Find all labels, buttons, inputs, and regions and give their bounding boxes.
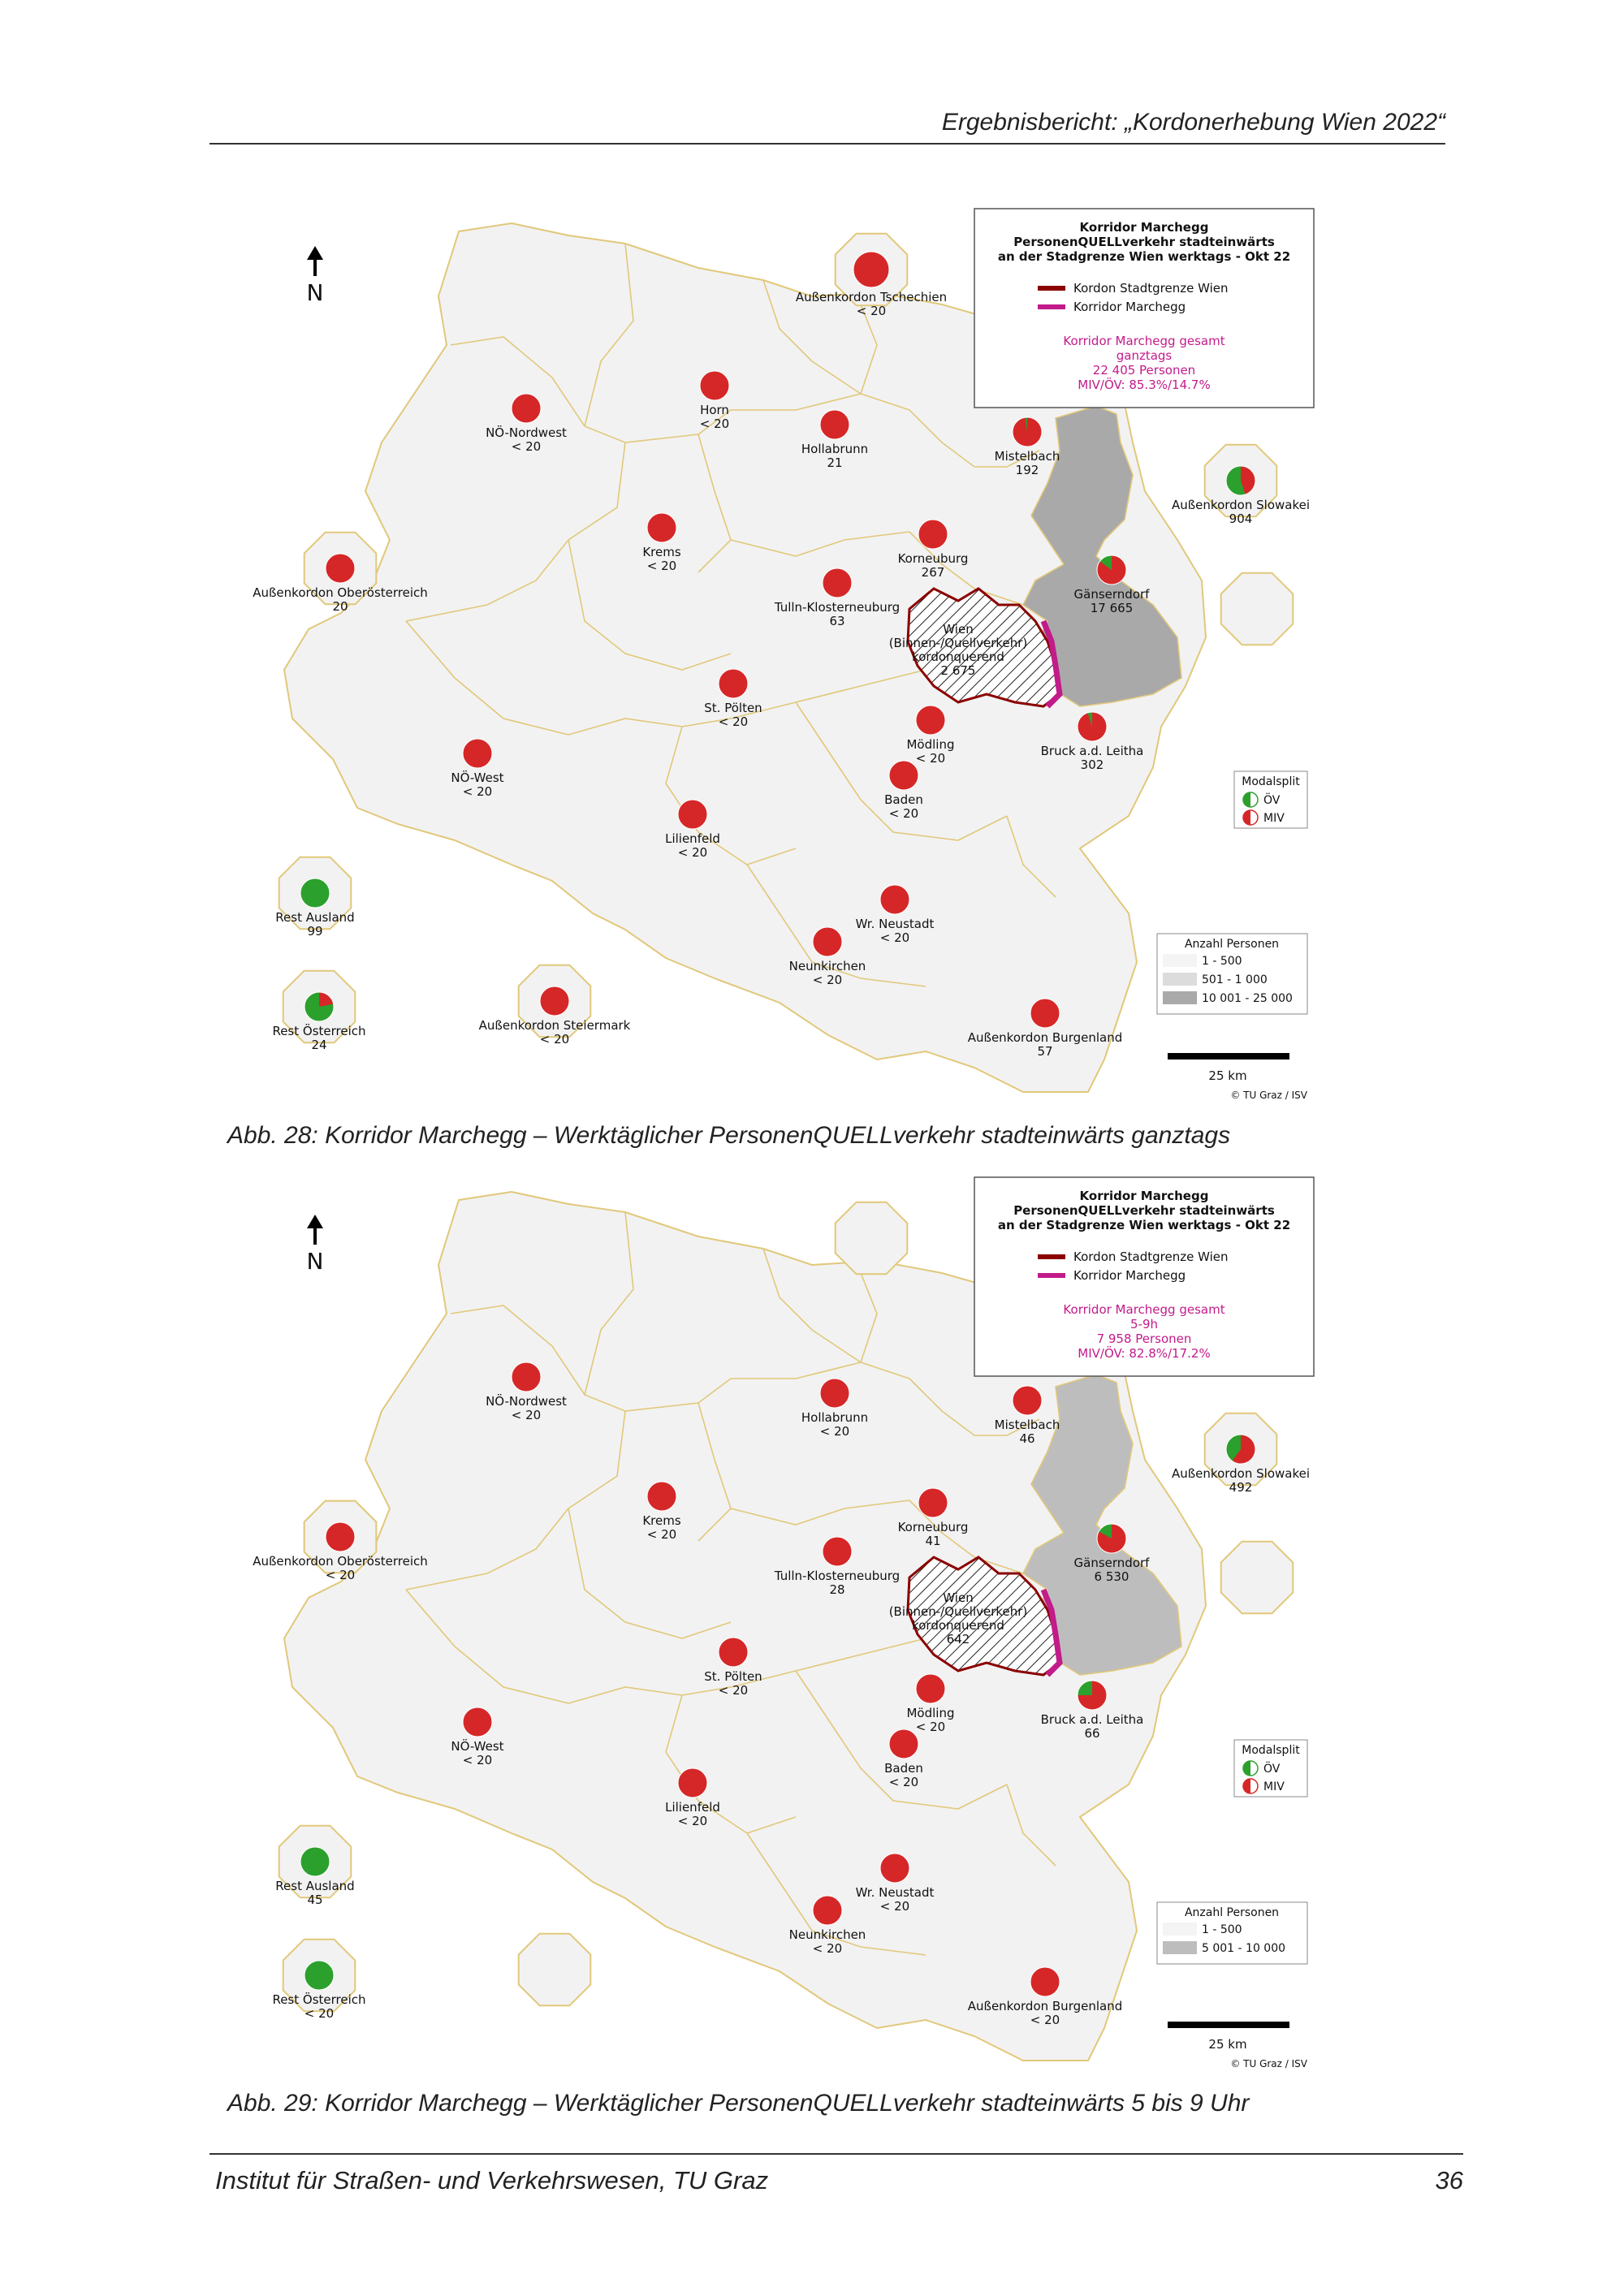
node-name-label: NÖ-West [451,1739,504,1754]
north-label: N [306,1248,324,1275]
node-name-label: Tulln-Klosterneuburg [774,600,901,615]
node-name-label: St. Pölten [704,1669,762,1684]
flow-pie-au-enkordon-steiermark [540,986,569,1016]
node-name-label: Außenkordon Slowakei [1171,498,1311,512]
node-value-label: < 20 [539,1032,570,1047]
flow-pie-mistelbach [1013,417,1042,447]
flow-pie-st-p-lten [719,1638,748,1667]
legend-summary: Korridor Marchegg gesamt [1063,334,1225,348]
node-name-label: Rest Ausland [275,1879,355,1893]
flow-pie-wr-neustadt [880,885,909,914]
flow-pie-rest-sterreich [304,1961,334,1990]
wien-value: 2 675 [940,663,976,678]
modalsplit-miv: MIV [1263,1780,1285,1793]
node-value-label: < 20 [699,416,730,431]
legend-summary: MIV/ÖV: 82.8%/17.2% [1078,1346,1211,1361]
node-name-label: Mödling [906,737,955,752]
flow-pie-st-p-lten [719,669,748,698]
node-value-label: < 20 [812,973,843,987]
node-value-label: 41 [925,1534,941,1548]
node-name-label: Wr. Neustadt [855,1885,935,1900]
north-arrow-icon [307,1215,323,1245]
flow-pie-korneuburg [918,1488,948,1517]
flow-pie-m-dling [916,1674,945,1703]
node-name-label: Bruck a.d. Leitha [1040,744,1144,758]
flow-pie-au-enkordon-slowakei [1226,466,1255,495]
outer-cordon-octagon [836,1202,908,1275]
flow-pie-n-nordwest [512,394,541,423]
flow-pie-g-nserndorf [1097,555,1126,585]
node-value-label: 20 [332,599,348,614]
node-value-label: < 20 [915,751,946,766]
persons-legend-class: 1 - 500 [1202,955,1242,968]
flow-pie-baden [889,761,918,790]
outer-cordon-octagon [1221,573,1294,645]
persons-legend-title: Anzahl Personen [1184,938,1280,951]
wien-value: 642 [946,1632,970,1646]
node-value-label: 904 [1229,511,1253,526]
modalsplit-title: Modalsplit [1242,775,1300,788]
page-number: 36 [1435,2166,1463,2195]
persons-legend [1157,934,1307,1014]
legend-title: PersonenQUELLverkehr stadteinwärts [1013,235,1275,249]
node-name-label: Baden [884,792,923,807]
caption-figure-28: Abb. 28: Korridor Marchegg – Werktäglicher PersonenQUELLverkehr stadteinwärts ganztags [227,1122,1231,1149]
node-name-label: Neunkirchen [788,1927,866,1942]
wien-label: Wien [943,1590,974,1605]
flow-pie-krems [647,513,676,542]
legend-item-kordon: Kordon Stadtgrenze Wien [1073,1249,1229,1264]
node-value-label: < 20 [879,1899,910,1914]
node-name-label: Außenkordon Tschechien [795,290,948,304]
node-value-label: 28 [829,1582,845,1597]
flow-pie-au-enkordon-tschechien [853,252,889,287]
modalsplit-legend [1234,771,1307,828]
legend-summary: 5-9h [1129,1317,1159,1331]
node-name-label: Krems [642,1513,681,1528]
node-value-label: < 20 [646,559,677,573]
flow-pie-baden [889,1729,918,1759]
legend-summary: Korridor Marchegg gesamt [1063,1302,1225,1317]
node-name-label: St. Pölten [704,701,762,715]
node-name-label: Wr. Neustadt [855,917,935,931]
node-name-label: Lilienfeld [665,1800,720,1815]
wien-label: kordonquerend [912,650,1004,664]
node-name-label: Neunkirchen [788,959,866,973]
scale-bar [1168,1053,1289,1060]
flow-pie-horn [700,371,729,400]
node-value-label: 17 665 [1090,601,1134,615]
node-name-label: Bruck a.d. Leitha [1040,1712,1144,1727]
outer-cordon-octagon [519,1934,591,2006]
node-value-label: < 20 [888,806,919,821]
legend-summary: ganztags [1116,348,1173,363]
flow-pie-bruck-a-d-leitha [1078,1681,1107,1710]
flow-pie-m-dling [916,706,945,735]
node-value-label: < 20 [812,1941,843,1956]
map-canvas [244,1167,1348,2069]
persons-legend-class: 10 001 - 25 000 [1202,992,1293,1005]
modalsplit-oev: ÖV [1263,1763,1281,1776]
flow-pie-n-west [463,739,492,768]
node-value-label: 267 [921,565,945,580]
node-value-label: < 20 [646,1527,677,1542]
flow-pie-rest-ausland [300,1847,330,1876]
node-name-label: Hollabrunn [801,442,869,456]
node-value-label: < 20 [879,930,910,945]
node-name-label: Außenkordon Oberösterreich [253,1554,428,1569]
persons-legend-class: 5 001 - 10 000 [1202,1942,1286,1955]
node-name-label: Außenkordon Slowakei [1171,1466,1311,1481]
legend-title: Korridor Marchegg [1079,220,1209,235]
flow-pie-bruck-a-d-leitha [1078,712,1107,741]
node-value-label: 6 530 [1094,1569,1129,1584]
map-figure-28 [244,199,1348,1100]
node-value-label: 66 [1084,1726,1100,1741]
node-name-label: NÖ-West [451,770,504,785]
node-name-label: Hollabrunn [801,1410,869,1425]
legend-title: Korridor Marchegg [1079,1189,1209,1203]
flow-pie-tulln-klosterneuburg [823,568,852,598]
node-value-label: < 20 [888,1775,919,1789]
node-value-label: 24 [311,1038,327,1052]
node-value-label: < 20 [856,304,887,318]
node-name-label: Horn [700,403,729,417]
node-name-label: NÖ-Nordwest [486,1394,567,1409]
legend-summary: MIV/ÖV: 85.3%/14.7% [1078,378,1211,392]
node-name-label: Tulln-Klosterneuburg [774,1569,901,1583]
legend-item-kordon: Kordon Stadtgrenze Wien [1073,281,1229,296]
node-value-label: 492 [1229,1480,1253,1495]
flow-pie-wr-neustadt [880,1854,909,1883]
persons-legend [1157,1902,1307,1964]
flow-pie-au-enkordon-ober-sterreich [326,554,355,583]
map-canvas [244,199,1348,1100]
wien-label: Wien [943,622,974,637]
flow-pie-g-nserndorf [1097,1524,1126,1553]
wien-label: (Binnen-/Quellverkehr) [888,636,1028,650]
node-value-label: < 20 [677,845,708,860]
node-name-label: Rest Österreich [272,1024,366,1038]
wien-label: (Binnen-/Quellverkehr) [888,1604,1028,1619]
persons-legend-class: 501 - 1 000 [1202,973,1268,986]
page-header: Ergebnisbericht: „Kordonerhebung Wien 2022“ [941,109,1445,136]
node-value-label: 57 [1037,1044,1053,1059]
flow-pie-korneuburg [918,520,948,549]
node-name-label: Außenkordon Oberösterreich [253,585,428,600]
node-value-label: 46 [1019,1431,1035,1446]
legend-summary: 7 958 Personen [1096,1331,1192,1346]
node-value-label: 45 [307,1892,323,1907]
flow-pie-mistelbach [1013,1386,1042,1415]
flow-pie-tulln-klosterneuburg [823,1537,852,1566]
persons-legend-title: Anzahl Personen [1184,1906,1280,1919]
node-name-label: Mistelbach [994,1418,1060,1432]
modalsplit-oev: ÖV [1263,794,1281,807]
scale-bar [1168,2022,1289,2028]
node-value-label: < 20 [677,1814,708,1828]
node-value-label: < 20 [718,714,749,729]
flow-pie-lilienfeld [678,800,707,829]
flow-pie-rest-ausland [300,878,330,908]
node-name-label: Rest Österreich [272,1992,366,2007]
node-name-label: Mistelbach [994,449,1060,464]
node-name-label: Gänserndorf [1073,587,1150,602]
legend-title: an der Stadgrenze Wien werktags - Okt 22 [997,1218,1291,1232]
modalsplit-legend [1234,1740,1307,1797]
header-divider [209,143,1445,145]
flow-pie-hollabrunn [820,410,849,439]
legend-box [974,1177,1314,1376]
north-arrow-icon [307,246,323,276]
node-name-label: Außenkordon Burgenland [967,1030,1123,1045]
node-name-label: Krems [642,545,681,559]
north-label: N [306,279,324,306]
flow-pie-au-enkordon-ober-sterreich [326,1522,355,1552]
node-name-label: Korneuburg [897,551,969,566]
node-name-label: Baden [884,1761,923,1776]
flow-pie-krems [647,1482,676,1511]
node-value-label: < 20 [304,2006,335,2021]
scale-label: 25 km [1208,2037,1247,2052]
flow-pie-au-enkordon-slowakei [1226,1435,1255,1464]
map-figure-29 [244,1167,1348,2069]
flow-pie-neunkirchen [813,927,842,956]
legend-title: PersonenQUELLverkehr stadteinwärts [1013,1203,1275,1218]
node-value-label: < 20 [462,784,493,799]
flow-pie-neunkirchen [813,1896,842,1925]
outer-cordon-octagon [1221,1542,1294,1614]
node-value-label: 21 [827,455,843,470]
node-value-label: 192 [1015,463,1039,477]
node-name-label: NÖ-Nordwest [486,425,567,440]
flow-pie-au-enkordon-burgenland [1030,1967,1060,1996]
legend-summary: 22 405 Personen [1092,363,1196,378]
map-credit: © TU Graz / ISV [1230,2058,1307,2069]
modalsplit-miv: MIV [1263,812,1285,825]
caption-figure-29: Abb. 29: Korridor Marchegg – Werktäglicher PersonenQUELLverkehr stadteinwärts 5 bis 9 Uhr [227,2090,1250,2117]
node-value-label: 99 [307,924,323,939]
node-value-label: < 20 [462,1753,493,1767]
flow-pie-lilienfeld [678,1768,707,1798]
node-name-label: Korneuburg [897,1520,969,1534]
node-value-label: 302 [1080,757,1104,772]
node-value-label: < 20 [819,1424,850,1439]
node-name-label: Gänserndorf [1073,1556,1150,1570]
flow-pie-hollabrunn [820,1379,849,1408]
scale-label: 25 km [1208,1068,1247,1083]
node-value-label: < 20 [718,1683,749,1698]
legend-item-korridor: Korridor Marchegg [1073,300,1186,314]
node-name-label: Mödling [906,1706,955,1720]
node-name-label: Außenkordon Burgenland [967,1999,1123,2013]
node-value-label: < 20 [511,439,542,454]
node-value-label: < 20 [325,1568,356,1582]
flow-pie-au-enkordon-burgenland [1030,999,1060,1028]
footer-institute: Institut für Straßen- und Verkehrswesen, TU Graz [215,2166,769,2195]
map-credit: © TU Graz / ISV [1230,1090,1307,1100]
modalsplit-title: Modalsplit [1242,1744,1300,1757]
flow-pie-rest-sterreich [304,992,334,1021]
wien-label: kordonquerend [912,1618,1004,1633]
node-name-label: Außenkordon Steiermark [478,1018,631,1033]
legend-item-korridor: Korridor Marchegg [1073,1268,1186,1283]
node-value-label: < 20 [1030,2013,1060,2027]
legend-box [974,209,1314,408]
node-value-label: < 20 [511,1408,542,1422]
node-value-label: < 20 [915,1720,946,1734]
footer-divider [209,2153,1463,2155]
legend-title: an der Stadgrenze Wien werktags - Okt 22 [997,249,1291,264]
node-name-label: Lilienfeld [665,831,720,846]
flow-pie-n-west [463,1707,492,1737]
node-name-label: Rest Ausland [275,910,355,925]
flow-pie-n-nordwest [512,1362,541,1392]
persons-legend-class: 1 - 500 [1202,1923,1242,1936]
node-value-label: 63 [829,614,845,628]
